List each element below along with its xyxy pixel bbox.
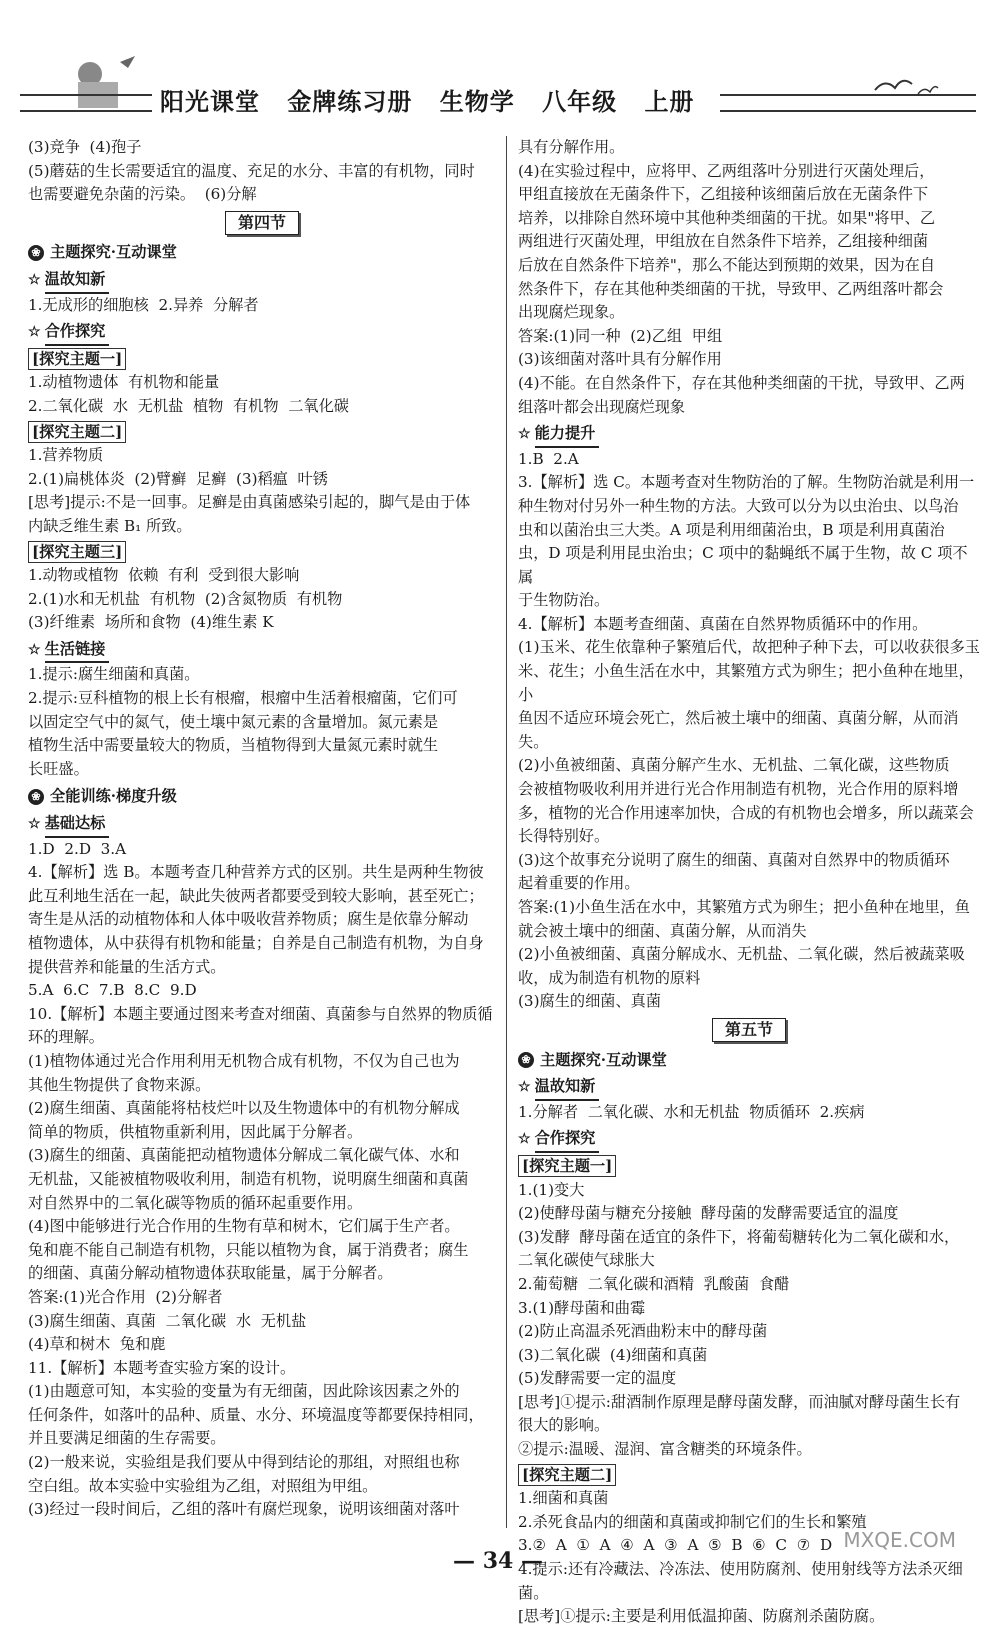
text-line: 环的理解。 — [28, 1028, 104, 1047]
right-hezuo-label: 合作探究 — [535, 1127, 600, 1153]
text-line: [思考]提示:不是一回事。足癣是由真菌感染引起的，脚气是由于体 — [28, 493, 471, 512]
text-line: 1.动植物遗体 有机物和能量 — [28, 373, 220, 392]
watermark-text: MXQE.COM — [843, 1528, 956, 1552]
star-icon: ☆ — [518, 1131, 531, 1148]
left-theme2-title: [探究主题二] — [28, 421, 126, 443]
star-icon: ☆ — [518, 1079, 531, 1096]
star-icon: ☆ — [28, 816, 41, 833]
left-shenghuo-label: 生活链接 — [45, 638, 110, 664]
text-line: 1.细菌和真菌 — [518, 1489, 609, 1508]
text-line: 2.(1)水和无机盐 有机物 (2)含氮物质 有机物 — [28, 589, 343, 608]
birds-icon — [870, 70, 940, 100]
text-line: (4)图中能够进行光合作用的生物有草和树木，它们属于生产者。 — [28, 1217, 460, 1236]
right-hezuo-heading — [518, 1127, 980, 1153]
text-line: (2)腐生细菌、真菌能将枯枝烂叶以及生物遗体中的有机物分解成 — [28, 1099, 460, 1118]
left-hezuo-heading — [28, 320, 496, 346]
left-banner-1 — [28, 241, 496, 265]
text-line: 2.(1)扁桃体炎 (2)臂癣 足癣 (3)稻瘟 叶锈 — [28, 469, 328, 488]
right-wengu-heading — [518, 1075, 980, 1101]
text-line: 种生物对付另外一种生物的方法。大致可以分为以虫治虫、以鸟治 — [518, 496, 959, 515]
text-line: ②提示:温暖、湿润、富含糖类的环境条件。 — [518, 1440, 812, 1459]
text-line: 1.动物或植物 依赖 有利 受到很大影响 — [28, 566, 300, 585]
text-line: (3)该细菌对落叶具有分解作用 — [518, 350, 722, 369]
text-line: 的细菌、真菌分解动植物遗体获取能量，属于分解者。 — [28, 1264, 393, 1283]
text-line: 4.【解析】选 B。本题考查几种营养方式的区别。共生是两种生物彼 — [28, 863, 484, 882]
star-icon: ☆ — [28, 271, 41, 288]
text-line: 然条件下，存在其他种类细菌的干扰，导致甲、乙两组落叶都会 — [518, 279, 944, 298]
text-line: 两组进行灭菌处理，甲组放在自然条件下培养，乙组接种细菌 — [518, 232, 929, 251]
banner-bullet-icon: ❀ — [28, 789, 44, 805]
text-line: 虫，D 项是利用昆虫治虫；C 项中的黏蝇纸不属于生物，故 C 项不属 — [518, 544, 968, 586]
text-line: (5)发酵需要一定的温度 — [518, 1369, 677, 1388]
left-top-block — [28, 136, 496, 207]
text-line: 答案:(1)光合作用 (2)分解者 — [28, 1287, 223, 1306]
text-line: 对自然界中的二氧化碳等物质的循环起重要作用。 — [28, 1193, 363, 1212]
text-line: 2.杀死食品内的细菌和真菌或抑制它们的生长和繁殖 — [518, 1512, 867, 1531]
text-line: 长得特别好。 — [518, 827, 610, 846]
right-wengu-label: 温故知新 — [535, 1075, 600, 1101]
text-line: (3)腐生的细菌、真菌 — [518, 992, 662, 1011]
section4-title: 第四节 — [225, 211, 299, 235]
text-line: (3)竞争 (4)孢子 — [28, 138, 142, 156]
right-wengu-block — [518, 1101, 980, 1125]
text-line: 答案:(1)同一种 (2)乙组 甲组 — [518, 326, 723, 345]
text-line: (3)经过一段时间后，乙组的落叶有腐烂现象，说明该细菌对落叶 — [28, 1500, 460, 1519]
left-banner-2 — [28, 785, 496, 809]
text-line: 甲组直接放在无菌条件下，乙组接种该细菌后放在无菌条件下 — [518, 185, 929, 204]
right-banner-1 — [518, 1049, 980, 1073]
section5-title: 第五节 — [712, 1018, 786, 1042]
text-line: (3)纤维素 场所和食物 (4)维生素 K — [28, 613, 274, 632]
text-line: 很大的影响。 — [518, 1416, 610, 1435]
text-line: (2)防止高温杀死酒曲粉末中的酵母菌 — [518, 1322, 768, 1341]
section4-heading — [28, 211, 496, 236]
text-line: 答案:(1)小鱼生活在水中，其繁殖方式为卵生；把小鱼种在地里，鱼 — [518, 898, 970, 916]
text-line: 出现腐烂现象。 — [518, 303, 625, 322]
text-line: 5.A 6.C 7.B 8.C 9.D — [28, 981, 197, 1000]
text-line: 长旺盛。 — [28, 759, 89, 778]
text-line: 培养，以排除自然环境中其他种类细菌的干扰。如果"将甲、乙 — [518, 208, 936, 227]
text-line: 米、花生；小鱼生活在水中，其繁殖方式为卵生；把小鱼种在地里，小 — [518, 662, 974, 704]
text-line: 1.提示:腐生细菌和真菌。 — [28, 665, 200, 684]
column-divider — [506, 136, 507, 1528]
text-line: 4.提示:还有冷藏法、冷冻法、使用防腐剂、使用射线等方法杀灭细菌。 — [518, 1560, 963, 1602]
text-line: 1.B 2.A — [518, 449, 579, 468]
text-line: 并且要满足细菌的生存需要。 — [28, 1429, 226, 1448]
text-line: 无机盐，又能被植物吸收利用，制造有机物，说明腐生细菌和真菌 — [28, 1169, 469, 1188]
left-banner-2-text: 全能训练·梯度升级 — [50, 787, 177, 806]
text-line: 此互利地生活在一起，缺此失彼两者都要受到较大影响，甚至死亡； — [28, 886, 484, 905]
right-column — [518, 136, 980, 1629]
text-line: (4)在实验过程中，应将甲、乙两组落叶分别进行灭菌处理后， — [518, 161, 935, 180]
text-line: 植物生活中需要量较大的物质，当植物得到大量氮元素时就生 — [28, 736, 439, 755]
text-line: 植物遗体，从中获得有机物和能量；自养是自己制造有机物，为自身 — [28, 934, 484, 952]
text-line: 内缺乏维生素 B₁ 所致。 — [28, 516, 192, 535]
text-line: (5)蘑菇的生长需要适宜的温度、充足的水分、丰富的有机物，同时 — [28, 161, 475, 180]
text-line: 10.【解析】本题主要通过图来考查对细菌、真菌参与自然界的物质循 — [28, 1004, 493, 1023]
page-number: — 34 — — [453, 1548, 543, 1574]
text-line: 多，植物的光合作用速率加快，合成的有机物也会增多，所以蔬菜会 — [518, 803, 974, 822]
text-line: 也需要避免杂菌的污染。 (6)分解 — [28, 185, 257, 204]
star-icon: ☆ — [518, 426, 531, 443]
text-line: 2.葡萄糖 二氧化碳和酒精 乳酸菌 食醋 — [518, 1274, 790, 1293]
text-line: (3)腐生细菌、真菌 二氧化碳 水 无机盐 — [28, 1311, 307, 1330]
text-line: 3.【解析】选 C。本题考查对生物防治的了解。生物防治就是利用一 — [518, 473, 975, 492]
left-jichu-heading — [28, 812, 496, 838]
text-line: (2)小鱼被细菌、真菌分解产生水、无机盐、二氧化碳，这些物质 — [518, 756, 950, 775]
text-line: (1)玉米、花生依靠种子繁殖后代，故把种子种下去，可以收获很多玉 — [518, 638, 980, 657]
section5-heading — [518, 1018, 980, 1043]
text-line: 具有分解作用。 — [518, 138, 625, 156]
text-line: 就会被土壤中的细菌、真菌分解，从而消失 — [518, 921, 807, 940]
text-line: [思考]①提示:主要是利用低温抑菌、防腐剂杀菌防腐。 — [518, 1607, 885, 1626]
text-line: 简单的物质，供植物重新利用，因此属于分解者。 — [28, 1122, 363, 1141]
right-nengli-block — [518, 448, 980, 1014]
text-line: 4.【解析】本题考查细菌、真菌在自然界物质循环中的作用。 — [518, 614, 928, 633]
text-line: (4)不能。在自然条件下，存在其他种类细菌的干扰，导致甲、乙两 — [518, 373, 965, 392]
star-icon: ☆ — [28, 641, 41, 658]
text-line: (2)一般来说，实验组是我们要从中得到结论的那组，对照组也称 — [28, 1453, 460, 1472]
left-shenghuo-heading — [28, 638, 496, 664]
left-jichu-label: 基础达标 — [45, 812, 110, 838]
text-line: 起着重要的作用。 — [518, 874, 640, 893]
star-icon: ☆ — [28, 324, 41, 341]
text-line: 1.无成形的细胞核 2.异养 分解者 — [28, 295, 259, 314]
text-line: 3.(1)酵母菌和曲霉 — [518, 1298, 646, 1317]
text-line: 收，成为制造有机物的原料 — [518, 968, 701, 987]
text-line: 提供营养和能量的生活方式。 — [28, 957, 226, 976]
left-theme3-title: [探究主题三] — [28, 541, 126, 563]
text-line: (3)二氧化碳 (4)细菌和真菌 — [518, 1345, 708, 1364]
banner-bullet-icon: ❀ — [28, 245, 44, 261]
left-theme3-block — [28, 564, 496, 635]
left-banner-1-text: 主题探究·互动课堂 — [50, 243, 177, 262]
text-line: (2)小鱼被细菌、真菌分解成水、无机盐、二氧化碳，然后被蔬菜吸 — [518, 945, 965, 964]
text-line: (3)这个故事充分说明了腐生的细菌、真菌对自然界中的物质循环 — [518, 850, 950, 869]
right-theme1-block — [518, 1179, 980, 1462]
text-line: (1)植物体通过光合作用利用无机物合成有机物，不仅为自己也为 — [28, 1051, 460, 1070]
text-line: 其他生物提供了食物来源。 — [28, 1075, 211, 1094]
text-line: (3)腐生的细菌、真菌能把动植物遗体分解成二氧化碳气体、水和 — [28, 1146, 460, 1165]
left-wengu-block — [28, 294, 496, 318]
page-header — [20, 40, 976, 122]
text-line: 以固定空气中的氮气，使土壤中氮元素的含量增加。氮元素是 — [28, 712, 439, 731]
header-subject: 生物学 — [439, 87, 515, 116]
text-line: 后放在自然条件下培养"，那么不能达到预期的效果，因为在自 — [518, 255, 936, 274]
banner-bullet-icon: ❀ — [518, 1052, 534, 1068]
text-line: 11.【解析】本题考查实验方案的设计。 — [28, 1358, 296, 1377]
text-line: (1)由题意可知，本实验的变量为有无细菌，因此除该因素之外的 — [28, 1382, 460, 1401]
left-hezuo-label: 合作探究 — [45, 320, 110, 346]
text-line: 于生物防治。 — [518, 591, 610, 610]
header-book: 金牌练习册 — [287, 87, 413, 116]
left-shenghuo-block — [28, 663, 496, 781]
right-theme1-title: [探究主题一] — [518, 1155, 616, 1177]
right-top-block — [518, 136, 980, 419]
header-grade: 八年级 — [542, 87, 618, 116]
header-series: 阳光课堂 — [160, 87, 260, 116]
text-line: (3)发酵 酵母菌在适宜的条件下，将葡萄糖转化为二氧化碳和水， — [518, 1227, 960, 1246]
right-banner-1-text: 主题探究·互动课堂 — [540, 1050, 667, 1069]
text-line: (2)使酵母菌与糖充分接触 酵母菌的发酵需要适宜的温度 — [518, 1204, 899, 1223]
text-line: 空白组。故本实验中实验组为乙组，对照组为甲组。 — [28, 1476, 378, 1495]
left-theme2-block — [28, 444, 496, 538]
text-line: 会被植物吸收利用并进行光合作用制造有机物，光合作用的原料增 — [518, 780, 959, 799]
text-line: 2.提示:豆科植物的根上长有根瘤，根瘤中生活着根瘤菌，它们可 — [28, 689, 458, 708]
text-line: 兔和鹿不能自己制造有机物，只能以植物为食，属于消费者；腐生 — [28, 1240, 469, 1259]
header-volume: 上册 — [644, 87, 695, 116]
text-line: 1.营养物质 — [28, 446, 104, 465]
text-line: 寄生是从活的动植物体和人体中吸收营养物质；腐生是依靠分解动 — [28, 910, 469, 929]
text-line: 1.(1)变大 — [518, 1180, 585, 1199]
text-line: 任何条件，如落叶的品种、质量、水分、环境温度等都要保持相同， — [28, 1405, 484, 1424]
left-wengu-label: 温故知新 — [45, 268, 110, 294]
text-line: 二氧化碳使气球胀大 — [518, 1251, 655, 1270]
text-line: 组落叶都会出现腐烂现象 — [518, 397, 686, 416]
text-line: 2.二氧化碳 水 无机盐 植物 有机物 二氧化碳 — [28, 396, 349, 415]
left-theme1-title: [探究主题一] — [28, 348, 126, 370]
right-theme2-title: [探究主题二] — [518, 1464, 616, 1486]
text-line: (4)草和树木 兔和鹿 — [28, 1335, 166, 1354]
text-line: [思考]①提示:甜酒制作原理是酵母菌发酵，而油腻对酵母菌生长有 — [518, 1392, 961, 1411]
text-line: 1.分解者 二氧化碳、水和无机盐 物质循环 2.疾病 — [518, 1102, 865, 1121]
right-nengli-heading — [518, 422, 980, 448]
left-jichu-block — [28, 838, 496, 1522]
left-wengu-heading — [28, 268, 496, 294]
left-column — [28, 136, 496, 1522]
text-line: 鱼因不适应环境会死亡，然后被土壤中的细菌、真菌分解，从而消失。 — [518, 709, 959, 751]
header-title — [152, 82, 720, 117]
text-line: 1.D 2.D 3.A — [28, 839, 127, 858]
left-theme1-block — [28, 371, 496, 418]
text-line: 3.② A ① A ④ A ③ A ⑤ B ⑥ C ⑦ D — [518, 1536, 833, 1555]
right-nengli-label: 能力提升 — [535, 422, 600, 448]
text-line: 虫和以菌治虫三大类。A 项是利用细菌治虫，B 项是利用真菌治 — [518, 520, 945, 539]
